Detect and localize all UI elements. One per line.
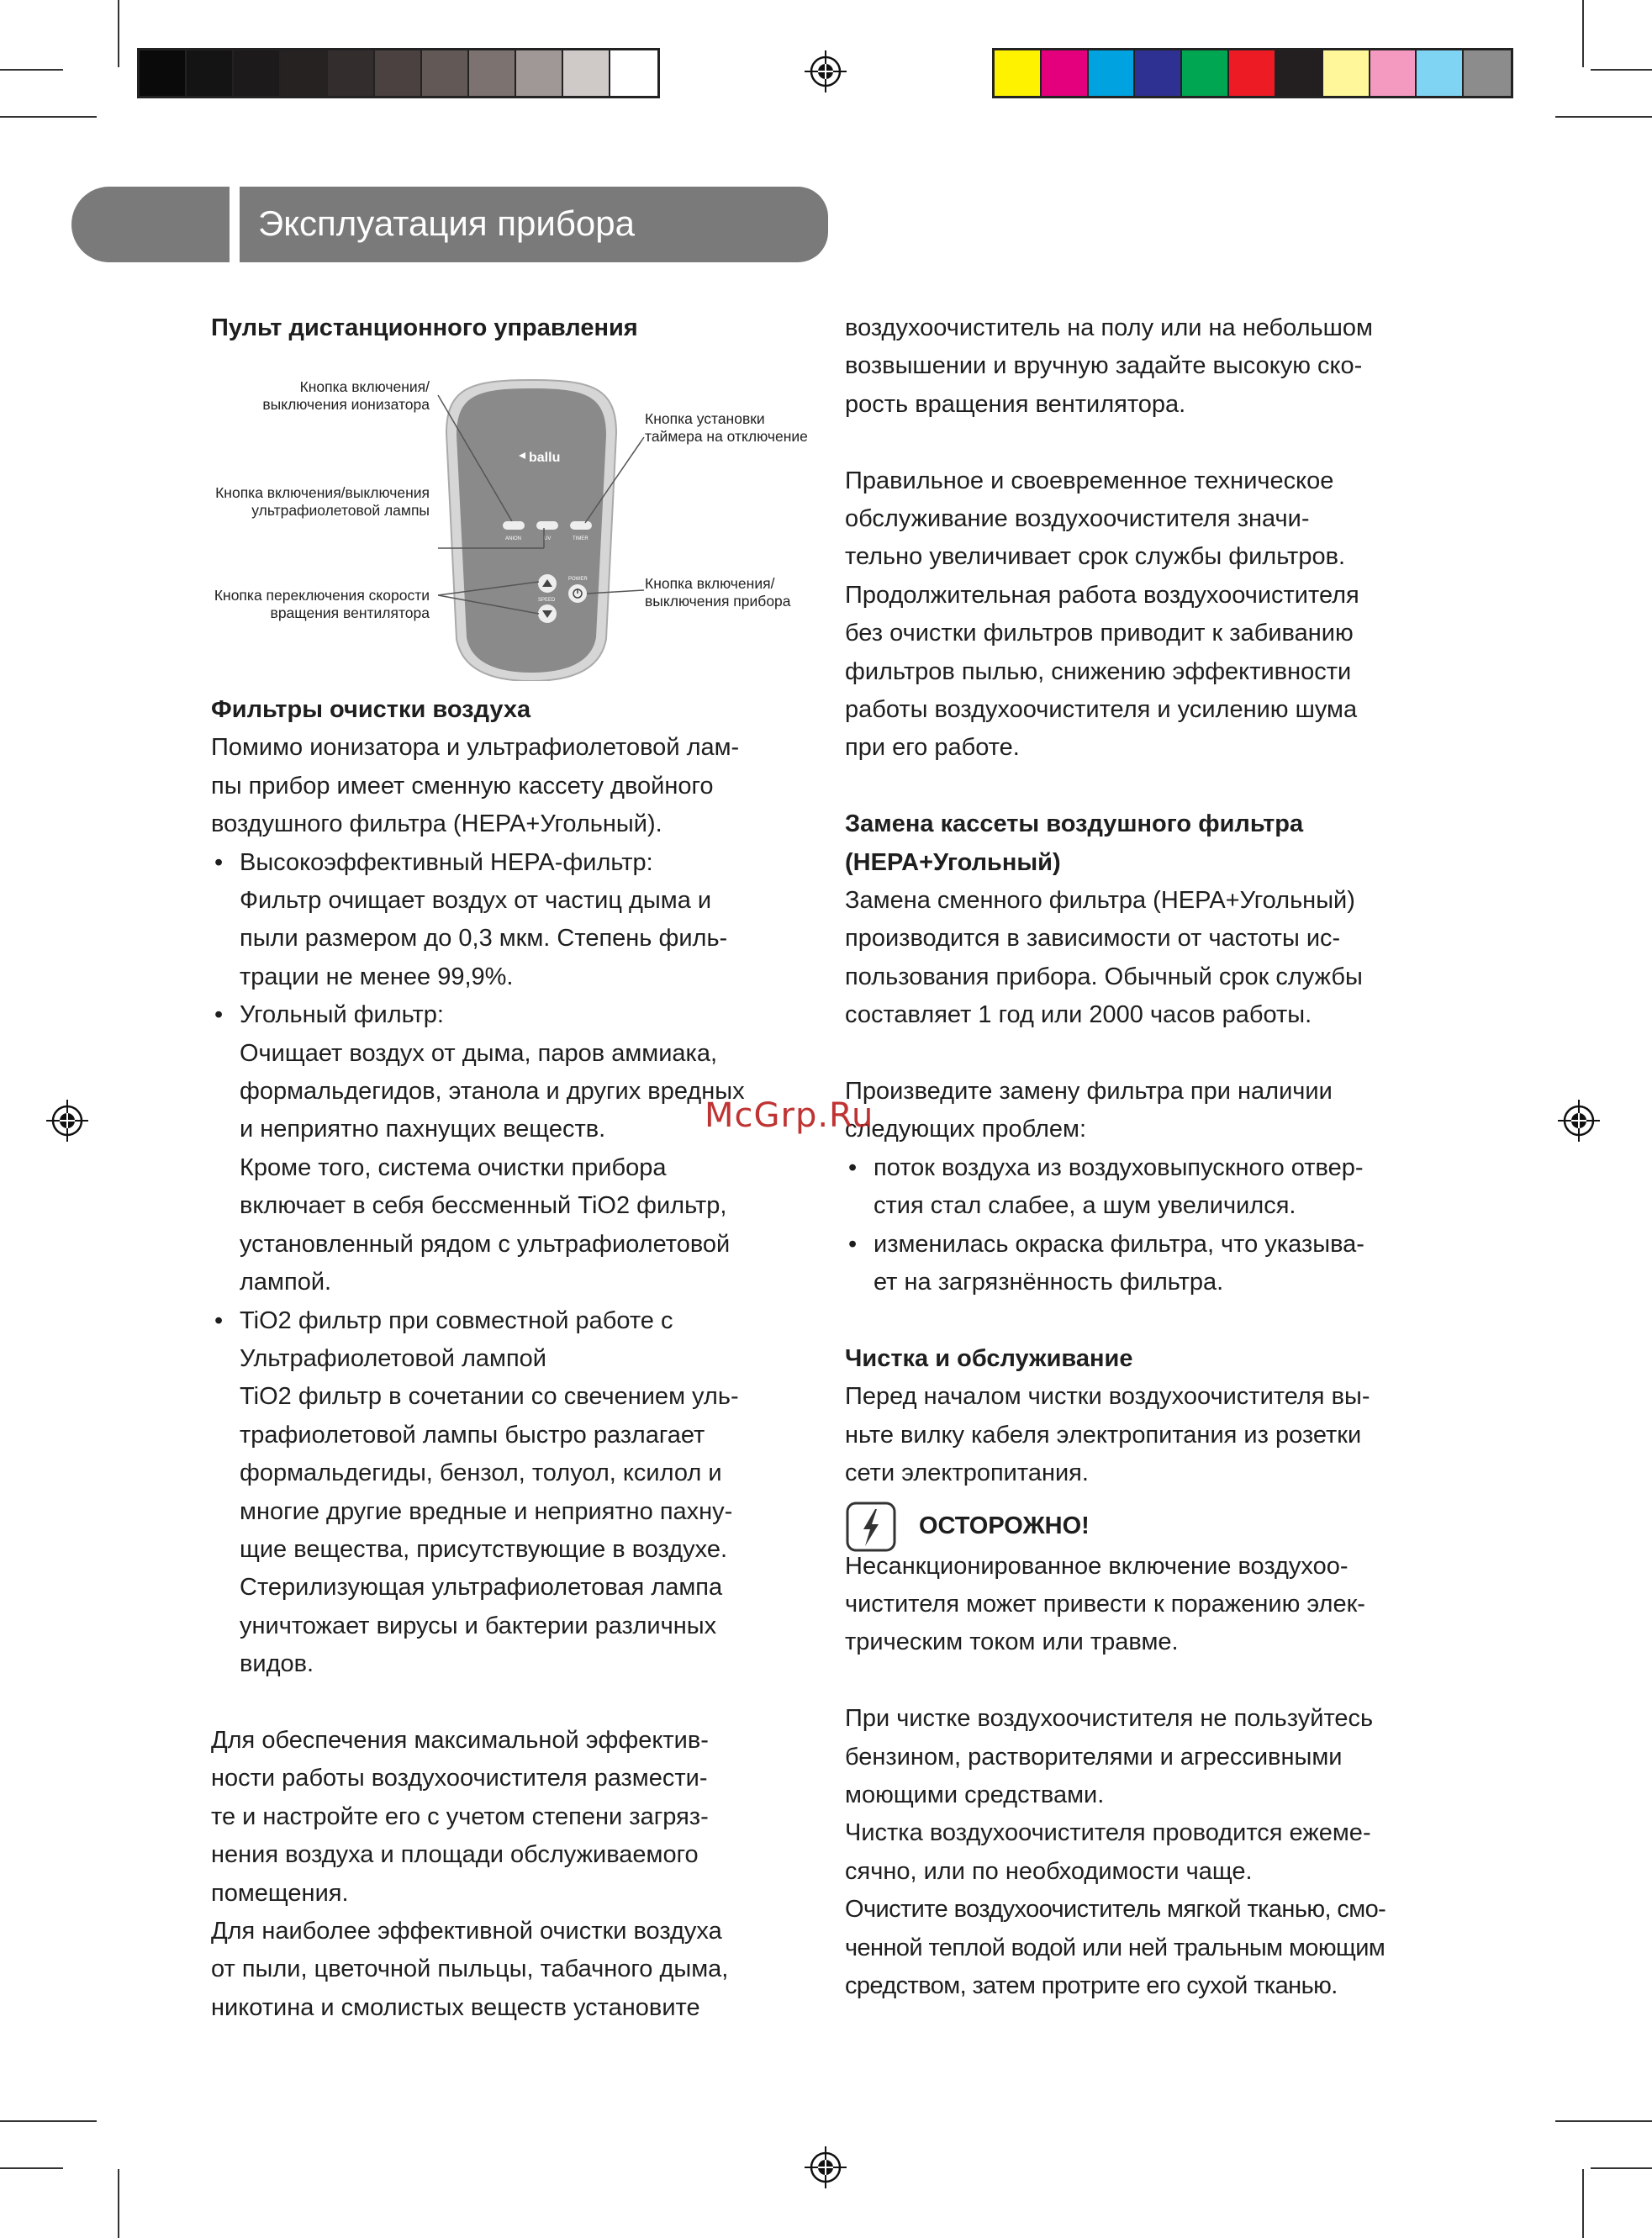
list-item: • Угольный фильтр: bbox=[211, 996, 801, 1034]
left-column bbox=[211, 309, 801, 347]
page-title: Эксплуатация прибора bbox=[258, 203, 635, 243]
anion-button bbox=[503, 521, 525, 530]
color-swatch bbox=[1042, 50, 1089, 96]
registration-mark-icon bbox=[46, 1100, 88, 1142]
color-swatch bbox=[1417, 50, 1464, 96]
watermark: McGrp.Ru bbox=[705, 1096, 874, 1135]
color-swatch bbox=[563, 50, 610, 96]
cleaning-heading: Чистка и обслуживание bbox=[845, 1344, 1133, 1372]
timer-callout: Кнопка установки таймера на отключение bbox=[645, 410, 808, 445]
color-swatch bbox=[1370, 50, 1417, 96]
color-swatch bbox=[328, 50, 375, 96]
color-swatch bbox=[1276, 50, 1323, 96]
color-swatch bbox=[610, 50, 657, 96]
color-swatch bbox=[995, 50, 1042, 96]
speed-callout: Кнопка переключения скорости вращения вентилятора bbox=[214, 587, 430, 621]
color-swatch bbox=[281, 50, 328, 96]
color-swatch bbox=[1089, 50, 1136, 96]
right-column: воздухоочиститель на полу или на небольшом возвышении и вручную задайте высокую ско- рость вращения вентилятора. Правильное и своевременное техническое обслуживание воздухоочистителя значи- тельно увеличивает срок службы фильтров. Продолжительная работа воздухоочистителя без очистки фильтров приводит к забиванию фильтров пылью, снижению эффективности работы воздухоочистителя и усилению шума при его работе. Замена кассеты воздушного фильтра (HEPA+Угольный) Замена сменного фильтра (HEPA+Угольный) производится в зависимости от частоты ис- пользования прибора. Обычный срок службы составляет 1 год или 2000 часов работы. Произведите замену фильтра при наличии следующих проблем: • поток воздуха из воздуховыпускного отвер- стия стал слабее, а шум увеличился. • изменилась окраска фильтра, что указыва- ет на загрязнённость фильтра. Чистка и обслуживание Перед началом чистки воздухоочистителя вы- ньте вилку кабеля электропитания из розетки сети электропитания. ОСТОРОЖНО! Несанкционированное включение воздухоо- чистителя может привести к поражению элек- трическим током или травме. При чистке воздухоочистителя не пользуйтесь бензином, растворителями и агрессивными моющими средствами. Чистка воздухоочистителя проводится ежеме- сячно, или по необходимости чаще. Очистите воздухоочиститель мягкой тканью, смо- ченной теплой водой или ней тральным моющим средством, затем протрите его сухой тканью. bbox=[845, 309, 1436, 2005]
color-swatch bbox=[1182, 50, 1229, 96]
color-swatch bbox=[1323, 50, 1370, 96]
svg-text:POWER: POWER bbox=[568, 577, 588, 582]
list-item: • поток воздуха из воздуховыпускного отвер- bbox=[845, 1149, 1436, 1187]
color-swatch bbox=[375, 50, 422, 96]
replace-heading: Замена кассеты воздушного фильтра bbox=[845, 810, 1304, 838]
svg-text:ANION: ANION bbox=[505, 536, 522, 541]
warning-block bbox=[845, 1502, 1436, 1552]
remote-heading: Пульт дистанционного управления bbox=[211, 314, 638, 341]
registration-mark-icon bbox=[805, 2146, 847, 2188]
color-swatch bbox=[516, 50, 563, 96]
uv-callout: Кнопка включения/выключения ультрафиолетовой лампы bbox=[215, 484, 430, 519]
carbon-description: Очищает воздух от дыма, паров аммиака, формальдегидов, этанола и других вредных и неприятно пахнущих веществ. Кроме того, система очистки прибора включает в себя бессменный TiO2 фильтр, установленный рядом с ультрафиолетовой лампой. bbox=[240, 1039, 745, 1296]
color-swatch bbox=[187, 50, 234, 96]
color-swatch bbox=[1229, 50, 1276, 96]
list-item: • изменилась окраска фильтра, что указыва- bbox=[845, 1226, 1436, 1264]
svg-text:TIMER: TIMER bbox=[573, 536, 588, 541]
process-color-bar bbox=[992, 48, 1513, 98]
electric-shock-warning-icon bbox=[845, 1501, 897, 1553]
filters-heading: Фильтры очистки воздуха bbox=[211, 696, 531, 723]
svg-text:UV: UV bbox=[544, 536, 552, 541]
list-item: • TiO2 фильтр при совместной работе с bbox=[211, 1302, 801, 1340]
color-swatch bbox=[1135, 50, 1182, 96]
registration-mark-icon bbox=[1558, 1100, 1600, 1142]
svg-text:SPEED: SPEED bbox=[538, 598, 556, 603]
power-callout: Кнопка включения/ выключения прибора bbox=[645, 575, 791, 610]
hepa-description: Фильтр очищает воздух от частиц дыма и пыли размером до 0,3 мкм. Степень филь- трации не менее 99,9%. bbox=[240, 887, 728, 990]
registration-mark-icon bbox=[805, 50, 847, 92]
tio2-description: Ультрафиолетовой лампой TiO2 фильтр в сочетании со свечением уль- трафиолетовой лампы быстро разлагает формальдегиды, бензол, толуол, ксилол и многие другие вредные и неприятно пахну- щие вещества, присутствующие в воздухе. Стерилизующая ультрафиолетовая лампа уничтожает вирусы и бактерии различных видов. bbox=[240, 1344, 739, 1678]
remote-brand: ballu bbox=[529, 451, 561, 465]
warning-heading: ОСТОРОЖНО! bbox=[919, 1512, 1090, 1539]
color-swatch bbox=[469, 50, 516, 96]
color-swatch bbox=[1464, 50, 1511, 96]
left-column-body: Фильтры очистки воздуха Помимо ионизатора и ультрафиолетовой лам- пы прибор имеет сменную кассету двойного воздушного фильтра (HEPA+Угольный). • Высокоэффективный HEPA-фильтр: Фильтр очищает воздух от частиц дыма и пыли размером до 0,3 мкм. Степень филь- трации не менее 99,9%. • Угольный фильтр: Очищает воздух от дыма, паров аммиака, формальдегидов, этанола и других вредных и неприятно пахнущих веществ. Кроме того, система очистки прибора включает в себя бессменный TiO2 фильтр, установленный рядом с ультрафиолетовой лампой. • TiO2 фильтр при совместной работе с Ультрафиолетовой лампой TiO2 фильтр в сочетании со свечением уль- трафиолетовой лампы быстро разлагает формальдегиды, бензол, толуол, ксилол и многие другие вредные и неприятно пахну- щие вещества, присутствующие в воздухе. Стерилизующая ультрафиолетовая лампа уничтожает вирусы и бактерии различных видов. Для обеспечения максимальной эффектив- ности работы воздухоочистителя размести- те и настройте его с учетом степени загряз- нения воздуха и площади обслуживаемого помещения. Для наиболее эффективной очистки воздуха от пыли, цветочной пыльцы, табачного дыма, никотина и смолистых веществ установите bbox=[211, 691, 801, 2027]
list-item: • Высокоэффективный HEPA-фильтр: bbox=[211, 844, 801, 882]
ionizer-callout: Кнопка включения/ выключения ионизатора bbox=[262, 378, 430, 413]
color-swatch bbox=[140, 50, 187, 96]
color-swatch bbox=[234, 50, 281, 96]
timer-button bbox=[570, 521, 592, 530]
section-header bbox=[240, 187, 828, 262]
color-swatch bbox=[422, 50, 469, 96]
grayscale-color-bar bbox=[137, 48, 660, 98]
uv-button bbox=[536, 521, 558, 530]
header-tab bbox=[71, 187, 230, 262]
remote-figure bbox=[211, 362, 816, 681]
